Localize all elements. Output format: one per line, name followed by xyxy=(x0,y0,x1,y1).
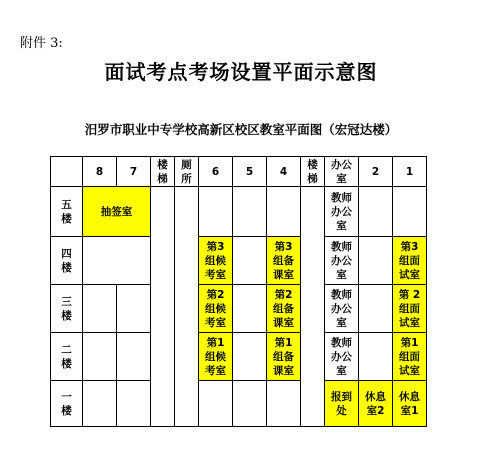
column-header-office xyxy=(325,157,359,187)
floor-row-4 xyxy=(51,237,427,285)
floor-label-2: 二楼 xyxy=(51,333,83,381)
room-f1-4 xyxy=(267,381,301,427)
room-f4-8-7 xyxy=(83,237,151,285)
floor-row-1 xyxy=(51,381,427,427)
room-f2-5 xyxy=(233,333,267,381)
room-f1-8 xyxy=(83,381,117,427)
prep-room-group-2: 第2组备课室 xyxy=(267,285,301,333)
column-header-5: 5 xyxy=(233,157,267,187)
column-header-stairs-east xyxy=(301,157,325,187)
annex-label: 附件 3: xyxy=(20,36,63,51)
plan-subtitle: 汨罗市职业中专学校高新区校区教室平面图（宏冠达楼） xyxy=(84,122,398,137)
rest-room-2: 休息室2 xyxy=(359,381,393,427)
room-f1-6 xyxy=(199,381,233,427)
room-f3-8 xyxy=(83,285,117,333)
page-title: 面试考点考场设置平面示意图 xyxy=(104,60,378,84)
room-f5-4 xyxy=(267,187,301,237)
room-f3-2 xyxy=(359,285,393,333)
column-header-row xyxy=(51,157,427,187)
column-header-toilet xyxy=(175,157,199,187)
prep-room-group-1: 第1组备课室 xyxy=(267,333,301,381)
floor-row-3 xyxy=(51,285,427,333)
room-f5-6 xyxy=(199,187,233,237)
interview-room-group-3: 第3组面试室 xyxy=(393,237,427,285)
interview-room-group-2: 第 2组面试室 xyxy=(393,285,427,333)
teacher-office-f3: 教师办公室 xyxy=(325,285,359,333)
room-f2-7 xyxy=(117,333,151,381)
room-f4-2 xyxy=(359,237,393,285)
rest-room-1: 休息室1 xyxy=(393,381,427,427)
room-f5-1 xyxy=(393,187,427,237)
corner-cell xyxy=(51,157,83,187)
room-f2-2 xyxy=(359,333,393,381)
floor-label-5: 五楼 xyxy=(51,187,83,237)
prep-room-group-3: 第3组备课室 xyxy=(267,237,301,285)
office-header-label: 办公室 xyxy=(331,158,352,185)
floor-row-5 xyxy=(51,187,427,237)
floor-plan-table xyxy=(50,156,427,427)
column-header-1: 1 xyxy=(393,157,427,187)
column-header-stairs-west xyxy=(151,157,175,187)
teacher-office-f4: 教师办公室 xyxy=(325,237,359,285)
room-f1-5 xyxy=(233,381,267,427)
interview-room-group-1: 第1组面试室 xyxy=(393,333,427,381)
stairs-east-shaft xyxy=(301,187,325,427)
column-header-7: 7 xyxy=(117,157,151,187)
floor-row-2 xyxy=(51,333,427,381)
toilet-label: 厕所 xyxy=(181,158,192,185)
teacher-office-f2: 教师办公室 xyxy=(325,333,359,381)
waiting-room-group-1: 第1组候考室 xyxy=(199,333,233,381)
column-header-4: 4 xyxy=(267,157,301,187)
room-f5-2 xyxy=(359,187,393,237)
toilet-shaft xyxy=(175,187,199,427)
column-header-2: 2 xyxy=(359,157,393,187)
floor-label-4: 四楼 xyxy=(51,237,83,285)
teacher-office-f5: 教师办公室 xyxy=(325,187,359,237)
stairs-west-label: 楼梯 xyxy=(157,158,168,185)
check-in-desk: 报到处 xyxy=(325,381,359,427)
stairs-west-shaft xyxy=(151,187,175,427)
floor-label-3: 三楼 xyxy=(51,285,83,333)
column-header-8: 8 xyxy=(83,157,117,187)
column-header-6: 6 xyxy=(199,157,233,187)
floor-label-1: 一楼 xyxy=(51,381,83,427)
stairs-east-label: 楼梯 xyxy=(307,158,318,185)
room-f5-5 xyxy=(233,187,267,237)
room-f3-5 xyxy=(233,285,267,333)
waiting-room-group-3: 第3组候考室 xyxy=(199,237,233,285)
room-f4-5 xyxy=(233,237,267,285)
room-f1-7 xyxy=(117,381,151,427)
draw-lots-room: 抽签室 xyxy=(83,187,151,237)
waiting-room-group-2: 第2组候考室 xyxy=(199,285,233,333)
room-f2-8 xyxy=(83,333,117,381)
room-f3-7 xyxy=(117,285,151,333)
